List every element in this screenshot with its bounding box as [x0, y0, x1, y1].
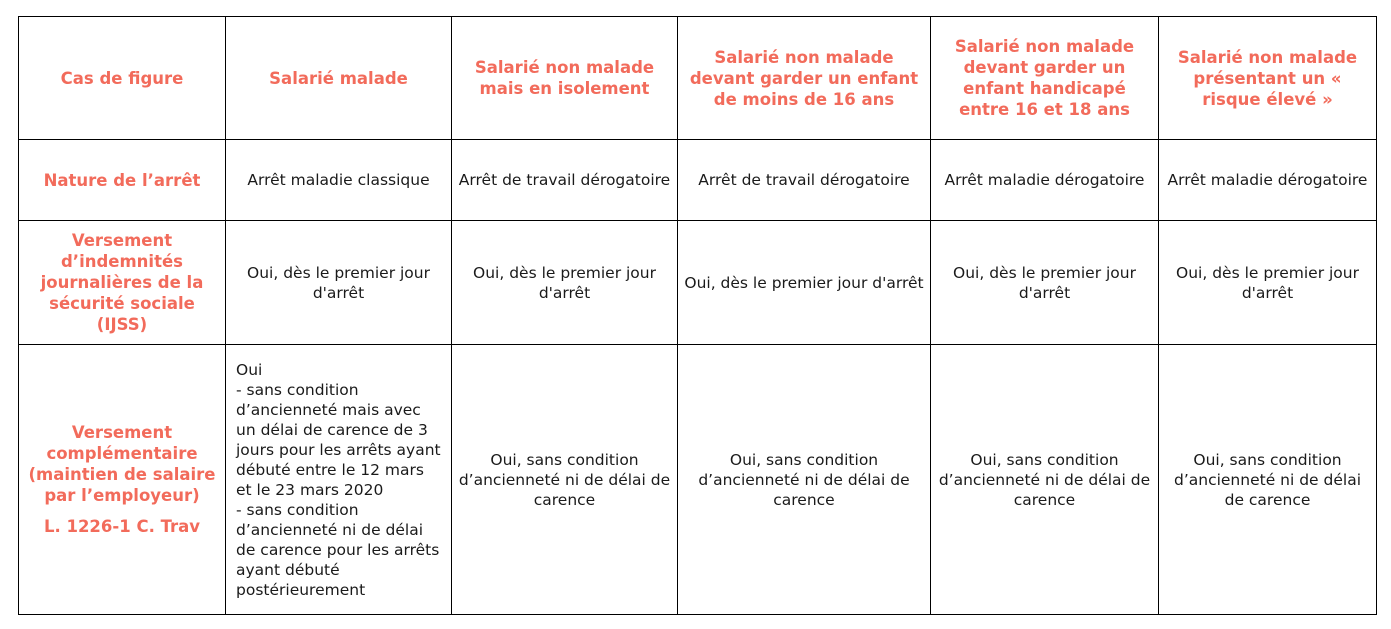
table-cell: Oui, dès le premier jour d'arrêt [678, 221, 931, 345]
row-label-complement-text: Versement complémentaire (maintien de salaire par l’employeur) [28, 423, 216, 505]
table-cell: Arrêt maladie dérogatoire [931, 140, 1159, 221]
table-row [19, 221, 1377, 345]
table-cell: Oui, dès le premier jour d'arrêt [226, 221, 452, 345]
table-cell: Oui, dès le premier jour d'arrêt [452, 221, 678, 345]
row-label-ijss: Versement d’indemnités journalières de la sécurité sociale (IJSS) [19, 221, 226, 345]
table-row [19, 140, 1377, 221]
table-cell: Arrêt de travail dérogatoire [678, 140, 931, 221]
table-cell: Oui, sans condition d’ancienneté ni de délai de carence [678, 345, 931, 615]
row-label-nature: Nature de l’arrêt [19, 140, 226, 221]
table-cell: Arrêt de travail dérogatoire [452, 140, 678, 221]
cell-line: - sans condition d’ancienneté mais avec un délai de carence de 3 jours pour les arrêts ayant débuté entre le 12 mars et le 23 mars 2020 [236, 380, 441, 499]
header-cell-disabled-child: Salarié non malade devant garder un enfant handicapé entre 16 et 18 ans [931, 17, 1159, 140]
header-cell-high-risk: Salarié non malade présentant un « risque élevé » [1159, 17, 1377, 140]
header-cell-case: Cas de figure [19, 17, 226, 140]
row-label-complement [19, 345, 226, 615]
table-cell: Oui, dès le premier jour d'arrêt [1159, 221, 1377, 345]
table-cell: Oui, sans condition d’ancienneté ni de délai de carence [1159, 345, 1377, 615]
table-row [19, 345, 1377, 615]
table-cell: Arrêt maladie classique [226, 140, 452, 221]
table-cell: Oui, sans condition d’ancienneté ni de délai de carence [931, 345, 1159, 615]
cell-line: - sans condition d’ancienneté ni de délai de carence pour les arrêts ayant débuté postérieurement [236, 500, 440, 599]
header-cell-isolation: Salarié non malade mais en isolement [452, 17, 678, 140]
header-cell-sick-employee: Salarié malade [226, 17, 452, 140]
comparison-table [18, 16, 1377, 615]
table-cell: Arrêt maladie dérogatoire [1159, 140, 1377, 221]
table-cell-detailed [226, 345, 452, 615]
table-cell: Oui, sans condition d’ancienneté ni de délai de carence [452, 345, 678, 615]
header-cell-child-under-16: Salarié non malade devant garder un enfant de moins de 16 ans [678, 17, 931, 140]
table-cell: Oui, dès le premier jour d'arrêt [931, 221, 1159, 345]
legal-reference: L. 1226-1 C. Trav [43, 517, 201, 536]
cell-line: Oui [236, 360, 263, 379]
header-row [19, 17, 1377, 140]
